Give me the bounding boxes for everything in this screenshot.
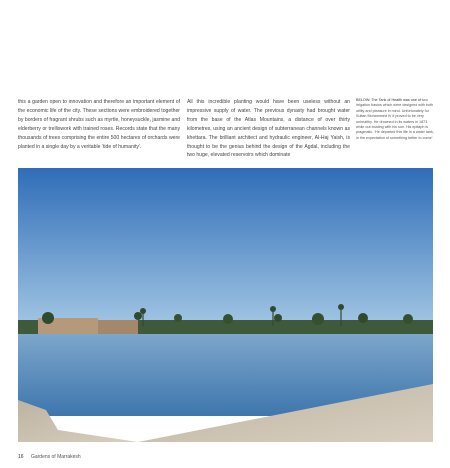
body-text-column-2: All this incredible planting would have been useless without an impressive supply of water. The previous dynasty had brought water from the base of the Atlas Mountains, a distance of over thirty kilometres, using an ancient design of subterranean channels known as khettara. The brilliant architect and hydraulic engineer, Al-Haj Yaish, is thought to be the genius behind the design of the Agdal, including the two huge, elevated reservoirs which dominate <box>187 99 350 159</box>
reservoir-photo <box>18 168 433 442</box>
running-title: Gardens of Marrakesh <box>30 454 81 460</box>
body-text-column-1: this a garden open to innovation and therefore an important element of the economic life of the city. These sections were embroidered together by borders of fragrant shrubs such as myrtle, honeysuckle, jasmine and elderberry or trelliswork with trained roses. Records state that the many thousands of trees comprising the entire 500 hectares of orchards were planted in a single day by a veritable ‘tide of humanity’. <box>18 99 180 150</box>
sky <box>18 168 433 336</box>
page-number: 16 <box>18 454 24 460</box>
photo-caption <box>356 98 434 141</box>
caption-lead: BELOW: The Tank of Health was one of <box>356 98 421 102</box>
caption-text: two irrigation basins which were designed with both utility and pleasure in mind. Unfortunately for Sultan Mohammed IV it proved to be very unhealthy. He drowned in its waters in 1873 while out boating with his son. His epitaph is pragmatic. ‘He departed this life in a water tank, in the expectation of something better to come’. <box>356 98 434 140</box>
page-footer <box>18 454 81 460</box>
reservoir-illustration <box>18 168 433 442</box>
